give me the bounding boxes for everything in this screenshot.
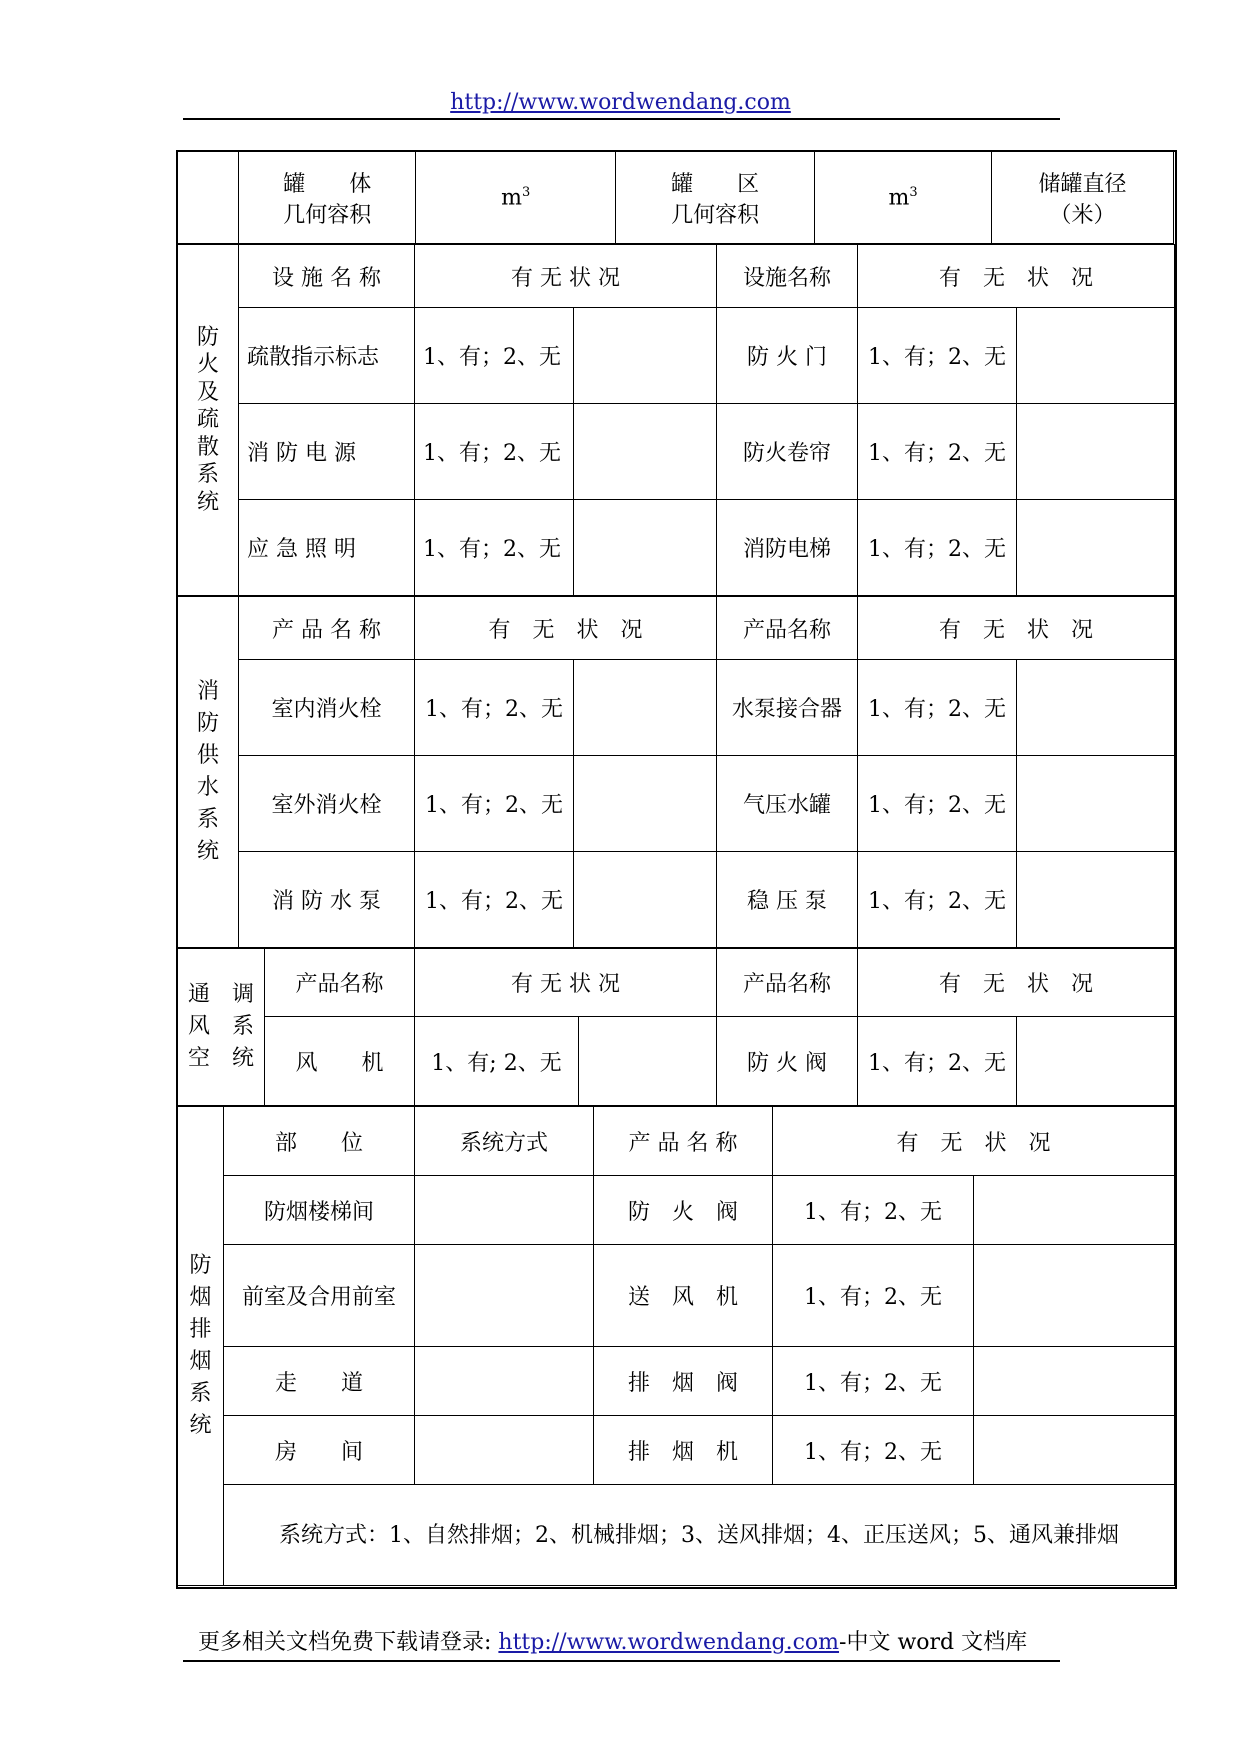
col-status: 有 无 状 况 [415,949,717,1017]
col-status-2: 有 无 状 况 [858,245,1175,308]
col-facility-name-2: 设施名称 [717,245,858,308]
smoke-section-label: 防 烟 排 烟 系 统 [178,1107,224,1586]
col-product-name: 产 品 名 称 [239,597,415,660]
option-text: 1、有；2、无 [415,851,574,947]
area-volume-unit-cell: $m^3$ [815,152,992,244]
blank-cell[interactable] [574,851,717,947]
col-status: 有 无 状 况 [415,245,717,308]
tank-volume-label: 罐 体 几何容积 [239,152,416,244]
col-status: 有 无 状 况 [773,1107,1175,1176]
col-status: 有 无 状 况 [415,597,717,660]
col-status-2: 有 无 状 况 [858,597,1175,660]
location: 房 间 [224,1416,415,1485]
footer-prefix: 更多相关文档免费下载请登录: [198,1630,499,1655]
facility-name: 应 急 照 明 [239,500,415,596]
table-row [178,1416,1175,1485]
header-url[interactable] [0,90,1241,115]
option-text: 1、有；2、无 [773,1347,974,1416]
product-name: 送 风 机 [594,1245,773,1347]
option-text-2: 1、有；2、无 [858,404,1017,500]
table-row [178,851,1175,947]
product-name: 风 机 [265,1017,415,1106]
product-name: 排 烟 阀 [594,1347,773,1416]
location: 防烟楼梯间 [224,1176,415,1245]
option-text: 1、有; 2、无 [415,1017,579,1106]
option-text: 1、有；2、无 [415,660,574,756]
facility-name: 消 防 电 源 [239,404,415,500]
table-row [178,308,1175,404]
hvac-table [177,948,1175,1106]
blank-cell[interactable] [574,755,717,851]
footer-rule [183,1660,1060,1662]
product-name: 室外消火栓 [239,755,415,851]
footer [198,1625,1027,1656]
location: 前室及合用前室 [224,1245,415,1347]
blank-cell[interactable] [574,308,717,404]
option-text: 1、有；2、无 [415,404,574,500]
col-product-name: 产 品 名 称 [594,1107,773,1176]
blank-cell-2[interactable] [1017,1017,1175,1106]
blank-cell[interactable] [579,1017,717,1106]
col-location: 部 位 [224,1107,415,1176]
option-text: 1、有；2、无 [415,500,574,596]
product-name-2: 水泵接合器 [717,660,858,756]
facility-name: 疏散指示标志 [239,308,415,404]
blank-cell-2[interactable] [1017,500,1175,596]
facility-name-2: 防火卷帘 [717,404,858,500]
tank-volume-unit-cell: $m^3$ [416,152,616,244]
product-name: 防 火 阀 [594,1176,773,1245]
blank-cell-2[interactable] [1017,660,1175,756]
table-row [178,500,1175,596]
blank-cell[interactable] [974,1416,1175,1485]
option-text-2: 1、有；2、无 [858,660,1017,756]
option-text-2: 1、有；2、无 [858,500,1017,596]
table-row [178,1176,1175,1245]
blank-cell[interactable] [974,1176,1175,1245]
header-link[interactable]: http://www.wordwendang.com [450,90,791,115]
option-text: 1、有；2、无 [773,1416,974,1485]
hvac-section-label: 通 调 风 系 空 统 [178,949,265,1106]
area-volume-label: 罐 区 几何容积 [616,152,815,244]
fire-evac-section-label: 防 火 及 疏 散 系 统 [178,245,239,596]
col-product-name: 产品名称 [265,949,415,1017]
product-name: 室内消火栓 [239,660,415,756]
fire-evac-table [177,244,1175,596]
diameter-label: 储罐直径 （米） [992,152,1174,244]
option-text-2: 1、有；2、无 [858,755,1017,851]
mode-blank-cell[interactable] [415,1176,594,1245]
top-row-blank [178,152,239,244]
product-name-2: 防 火 阀 [717,1017,858,1106]
option-text: 1、有；2、无 [773,1245,974,1347]
blank-cell[interactable] [974,1245,1175,1347]
blank-cell-2[interactable] [1017,308,1175,404]
blank-cell-2[interactable] [1017,755,1175,851]
facility-name-2: 防 火 门 [717,308,858,404]
water-supply-table [177,596,1175,948]
option-text: 1、有；2、无 [415,308,574,404]
blank-cell[interactable] [574,500,717,596]
table-row [178,404,1175,500]
mode-blank-cell[interactable] [415,1245,594,1347]
table-row [178,755,1175,851]
option-text-2: 1、有；2、无 [858,1017,1017,1106]
smoke-table [177,1106,1175,1586]
table-row [178,1245,1175,1347]
col-product-name-2: 产品名称 [717,597,858,660]
footer-suffix: -中文 word 文档库 [839,1630,1028,1655]
blank-cell[interactable] [574,404,717,500]
facility-name-2: 消防电梯 [717,500,858,596]
mode-blank-cell[interactable] [415,1347,594,1416]
option-text-2: 1、有；2、无 [858,308,1017,404]
col-status-2: 有 无 状 况 [858,949,1175,1017]
blank-cell-2[interactable] [1017,404,1175,500]
option-text-2: 1、有；2、无 [858,851,1017,947]
product-name: 消 防 水 泵 [239,851,415,947]
table-row [178,660,1175,756]
top-row-table [177,151,1174,244]
col-product-name-2: 产品名称 [717,949,858,1017]
table-row [178,1017,1175,1106]
product-name: 排 烟 机 [594,1416,773,1485]
mode-blank-cell[interactable] [415,1416,594,1485]
option-text: 1、有；2、无 [773,1176,974,1245]
header-rule [183,118,1060,120]
product-name-2: 稳 压 泵 [717,851,858,947]
footer-link[interactable]: http://www.wordwendang.com [498,1630,840,1655]
option-text: 1、有；2、无 [415,755,574,851]
col-facility-name: 设 施 名 称 [239,245,415,308]
location: 走 道 [224,1347,415,1416]
table-row [178,1347,1175,1416]
note-row [178,1485,1175,1586]
blank-cell[interactable] [574,660,717,756]
col-system-mode: 系统方式 [415,1107,594,1176]
blank-cell[interactable] [974,1347,1175,1416]
water-supply-section-label: 消 防 供 水 系 统 [178,597,239,948]
product-name-2: 气压水罐 [717,755,858,851]
system-mode-note: 系统方式：1、自然排烟；2、机械排烟；3、送风排烟；4、正压送风；5、通风兼排烟 [224,1485,1175,1586]
blank-cell-2[interactable] [1017,851,1175,947]
